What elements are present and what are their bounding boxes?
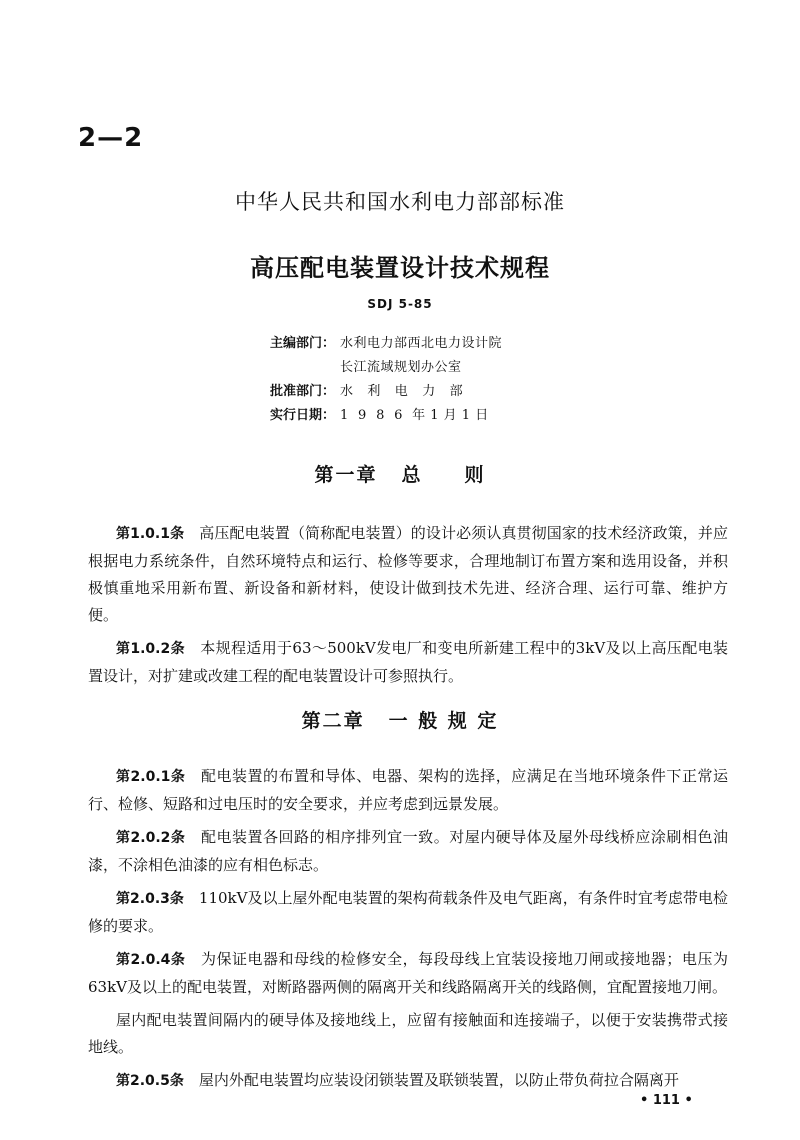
document-code: SDJ 5-85 [367,297,433,311]
clause-number: 第2.0.5条 [116,1073,184,1089]
clause-paragraph [88,763,728,818]
chapter-number: 第二章 [301,710,365,732]
clause-number: 第1.0.2条 [116,641,185,657]
chapter-number: 第一章 [314,464,378,486]
clause-number: 第2.0.3条 [116,891,184,907]
clause-text: 屋内外配电装置均应装设闭锁装置及联锁装置，以防止带负荷拉合隔离开 [198,1071,679,1089]
clause-text: 为保证电器和母线的检修安全，每段母线上宜装设接地刀闸或接地器；电压为63kV及以上的配电装置，对断路器两侧的隔离开关和线路隔离开关的线路侧，宜配置接地刀闸。 [88,950,728,996]
clause-number: 第2.0.4条 [116,952,186,968]
clause-paragraph [88,520,728,629]
meta-label: 批准部门： [270,384,336,399]
clause-text: 配电装置的布置和导体、电器、架构的选择，应满足在当地环境条件下正常运行、检修、短路和过电压时的安全要求，并应考虑到远景发展。 [88,767,728,813]
meta-label [270,356,340,380]
clause-paragraph [88,635,728,690]
chapter-title: 总 则 [401,464,486,486]
clause-paragraph [88,946,728,1001]
meta-row-editor-2 [270,356,502,380]
publication-info [270,332,502,428]
continuation-paragraph [88,1007,728,1061]
meta-value: 1 9 8 6 年 1 月 1 日 [340,408,489,423]
chapter-1-heading [0,460,800,487]
meta-value: 水利电力部西北电力设计院 [340,336,503,351]
clause-number: 第2.0.2条 [116,830,186,846]
meta-row-editor [270,332,502,356]
page-number: • 111 • [640,1093,693,1108]
clause-paragraph [88,824,728,879]
clause-number: 第1.0.1条 [116,526,185,542]
paragraph-text: 屋内配电装置间隔内的硬导体及接地线上，应留有接触面和连接端子，以便于安装携带式接地线。 [88,1011,728,1056]
organization-title: 中华人民共和国水利电力部部标准 [235,190,565,214]
clause-number: 第2.0.1条 [116,769,186,785]
meta-label: 实行日期： [270,408,336,423]
meta-value: 长江流域规划办公室 [340,360,462,375]
clause-text: 本规程适用于63～500kV发电厂和变电所新建工程中的3kV及以上高压配电装置设计，对扩建或改建工程的配电装置设计可参照执行。 [88,639,728,685]
clause-text: 110kV及以上屋外配电装置的架构荷载条件及电气距离，有条件时宜考虑带电检修的要求。 [88,889,728,935]
section-number: 2—2 [78,123,144,153]
meta-row-effective-date [270,404,502,428]
chapter-2-body [88,763,728,1095]
chapter-2-heading [0,706,800,733]
meta-value: 水 利 电 力 部 [340,384,464,399]
clause-text: 高压配电装置（简称配电装置）的设计必须认真贯彻国家的技术经济政策，并应根据电力系统条件，自然环境特点和运行、检修等要求，合理地制订布置方案和选用设备，并积极慎重地采用新布置、新设备和新材料，使设计做到技术先进、经济合理、运行可靠、维护方便。 [88,524,728,624]
chapter-title: 一 般 规 定 [388,710,499,732]
clause-text: 配电装置各回路的相序排列宜一致。对屋内硬导体及屋外母线桥应涂刷相色油漆，不涂相色油漆的应有相色标志。 [88,828,728,874]
chapter-1-body [88,520,728,690]
meta-row-approver [270,380,502,404]
document-title: 高压配电装置设计技术规程 [250,253,550,282]
clause-paragraph [88,885,728,940]
meta-label: 主编部门： [270,336,336,351]
clause-paragraph [88,1067,728,1095]
